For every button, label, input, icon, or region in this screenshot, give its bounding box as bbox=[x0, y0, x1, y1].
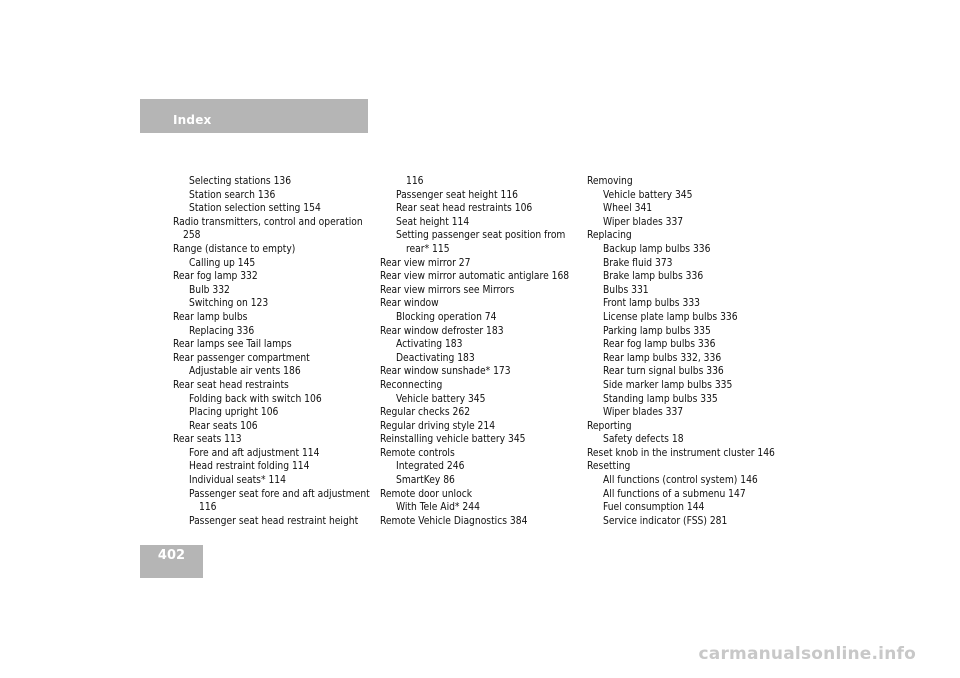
index-entry: Rear view mirror automatic antiglare 168 bbox=[380, 271, 570, 283]
index-subentry: Selecting stations 136 bbox=[189, 176, 292, 187]
index-subentry: Station selection setting 154 bbox=[189, 203, 321, 215]
index-subentry: Passenger seat head restraint height bbox=[189, 515, 359, 527]
index-entry: Reporting bbox=[587, 420, 632, 432]
index-entry: Reconnecting bbox=[380, 379, 443, 391]
index-subentry: Integrated 246 bbox=[396, 461, 465, 473]
page-number-box bbox=[140, 545, 203, 578]
index-subentry: Activating 183 bbox=[396, 339, 463, 351]
index-subentry: Seat height 114 bbox=[396, 216, 470, 228]
index-entry: Replacing bbox=[587, 230, 632, 242]
index-entry: Rear window bbox=[380, 298, 439, 310]
index-subentry: Bulb 332 bbox=[189, 284, 230, 296]
index-subentry: Adjustable air vents 186 bbox=[189, 366, 301, 378]
index-subentry: Standing lamp bulbs 335 bbox=[603, 393, 718, 405]
index-entry: Rear window sunshade* 173 bbox=[380, 366, 511, 378]
index-subentry: Vehicle battery 345 bbox=[396, 393, 486, 405]
index-entry: Radio transmitters, control and operation bbox=[173, 216, 363, 228]
index-subentry: Wiper blades 337 bbox=[603, 407, 684, 419]
index-subentry: Parking lamp bulbs 335 bbox=[603, 325, 711, 337]
index-column-2 bbox=[380, 175, 580, 528]
index-subentry: 116 bbox=[199, 502, 217, 514]
index-subentry: Folding back with switch 106 bbox=[189, 393, 322, 405]
index-subentry: Rear fog lamp bulbs 336 bbox=[603, 339, 716, 351]
index-subentry: Station search 136 bbox=[189, 189, 276, 201]
index-subentry: Rear turn signal bulbs 336 bbox=[603, 366, 724, 378]
index-subentry: Side marker lamp bulbs 335 bbox=[603, 379, 733, 391]
index-subentry: Front lamp bulbs 333 bbox=[603, 298, 700, 310]
index-subentry: Rear lamp bulbs 332, 336 bbox=[603, 352, 722, 364]
index-subentry: Deactivating 183 bbox=[396, 352, 475, 364]
index-subentry: 116 bbox=[406, 176, 424, 187]
index-subentry: 258 bbox=[183, 230, 201, 242]
index-entry: Regular checks 262 bbox=[380, 407, 471, 419]
index-subentry: Rear seat head restraints 106 bbox=[396, 203, 533, 215]
index-entry: Remote controls bbox=[380, 447, 455, 459]
index-subentry: Service indicator (FSS) 281 bbox=[603, 515, 728, 527]
index-subentry: Wheel 341 bbox=[603, 203, 653, 215]
index-subentry: All functions of a submenu 147 bbox=[603, 488, 746, 500]
index-subentry: Replacing 336 bbox=[189, 325, 255, 337]
index-subentry: Blocking operation 74 bbox=[396, 311, 497, 323]
index-subentry: Fore and aft adjustment 114 bbox=[189, 447, 320, 459]
index-subentry: Rear seats 106 bbox=[189, 420, 258, 432]
index-entry: Rear seats 113 bbox=[173, 434, 242, 446]
index-subentry: Head restraint folding 114 bbox=[189, 461, 310, 473]
index-subentry: Safety defects 18 bbox=[603, 434, 684, 446]
index-subentry: Passenger seat fore and aft adjustment bbox=[189, 488, 370, 500]
index-entry: Rear seat head restraints bbox=[173, 379, 289, 391]
index-subentry: SmartKey 86 bbox=[396, 475, 455, 487]
index-entry: Range (distance to empty) bbox=[173, 243, 296, 255]
index-subentry: Switching on 123 bbox=[189, 298, 269, 310]
index-subentry: With Tele Aid* 244 bbox=[396, 502, 480, 514]
index-subentry: Bulbs 331 bbox=[603, 284, 649, 296]
index-entry: Removing bbox=[587, 176, 633, 187]
index-subentry: Passenger seat height 116 bbox=[396, 189, 518, 201]
index-subentry: License plate lamp bulbs 336 bbox=[603, 311, 738, 323]
index-column-1 bbox=[173, 175, 373, 528]
index-subentry: Individual seats* 114 bbox=[189, 475, 286, 487]
index-entry: Remote Vehicle Diagnostics 384 bbox=[380, 515, 528, 527]
page-number: 402 bbox=[157, 548, 186, 563]
index-subentry: Backup lamp bulbs 336 bbox=[603, 243, 711, 255]
index-column-3 bbox=[587, 175, 787, 528]
index-subentry: rear* 115 bbox=[406, 243, 450, 255]
index-subentry: Fuel consumption 144 bbox=[603, 502, 705, 514]
index-entry: Rear view mirrors see Mirrors bbox=[380, 284, 515, 296]
index-entry: Reset knob in the instrument cluster 146 bbox=[587, 447, 775, 459]
index-subentry: All functions (control system) 146 bbox=[603, 475, 758, 487]
index-entry: Rear fog lamp 332 bbox=[173, 271, 258, 283]
index-subentry: Placing upright 106 bbox=[189, 407, 279, 419]
section-title: Index bbox=[173, 113, 212, 127]
watermark: carmanualsonline.info bbox=[698, 644, 916, 664]
index-entry: Rear lamp bulbs bbox=[173, 311, 248, 323]
index-subentry: Vehicle battery 345 bbox=[603, 189, 693, 201]
index-subentry: Wiper blades 337 bbox=[603, 216, 684, 228]
index-entry: Rear view mirror 27 bbox=[380, 257, 471, 269]
header-bar bbox=[140, 99, 368, 133]
index-entry: Rear window defroster 183 bbox=[380, 325, 504, 337]
index-subentry: Brake lamp bulbs 336 bbox=[603, 271, 704, 283]
index-entry: Regular driving style 214 bbox=[380, 420, 496, 432]
index-entry: Reinstalling vehicle battery 345 bbox=[380, 434, 526, 446]
index-subentry: Calling up 145 bbox=[189, 257, 256, 269]
index-entry: Rear lamps see Tail lamps bbox=[173, 339, 292, 351]
index-entry: Resetting bbox=[587, 461, 631, 473]
index-subentry: Brake fluid 373 bbox=[603, 257, 673, 269]
index-entry: Rear passenger compartment bbox=[173, 352, 310, 364]
index-entry: Remote door unlock bbox=[380, 488, 473, 500]
index-subentry: Setting passenger seat position from bbox=[396, 230, 566, 242]
